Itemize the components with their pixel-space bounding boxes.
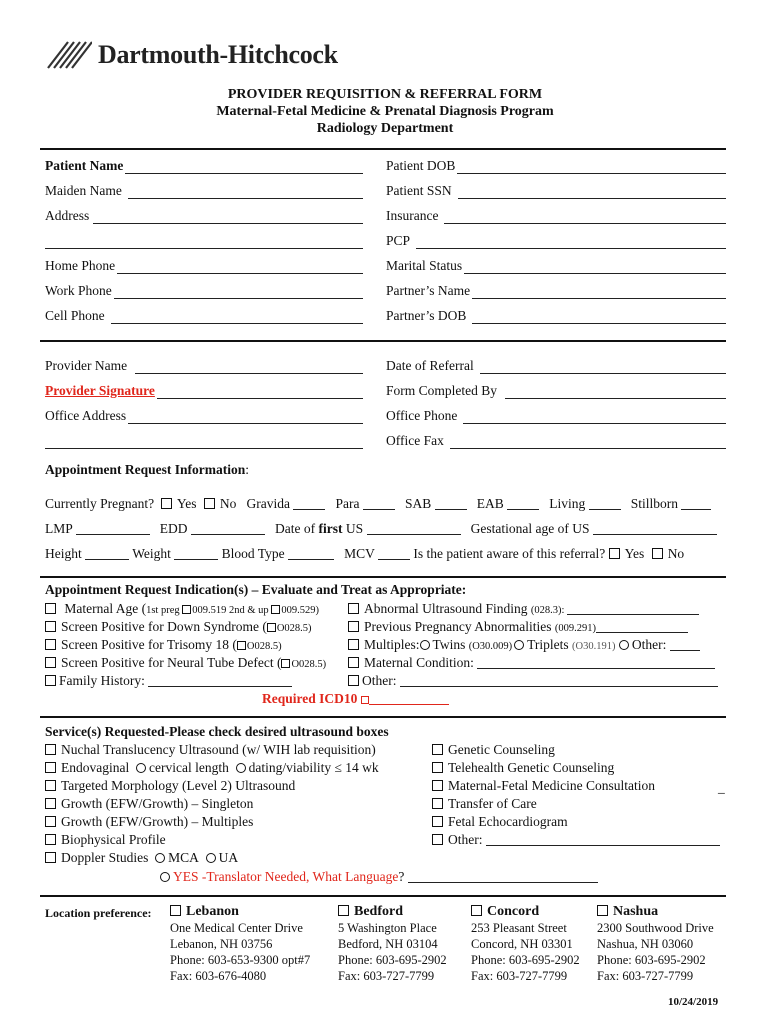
first-us-date-input[interactable]: [367, 522, 461, 535]
location-preference-label: Location preference:: [45, 906, 152, 920]
genetic-counseling-option[interactable]: Genetic Counseling: [432, 742, 555, 758]
form-date: 10/24/2019: [668, 996, 719, 1008]
transfer-of-care-option[interactable]: Transfer of Care: [432, 796, 537, 812]
height-input[interactable]: [85, 547, 129, 560]
second-preg-checkbox[interactable]: [271, 605, 280, 614]
first-preg-checkbox[interactable]: [182, 605, 191, 614]
trisomy-option[interactable]: Screen Positive for Trisomy 18 ( O028.5): [45, 637, 282, 653]
required-icd10: Required ICD10: [262, 691, 449, 707]
trisomy-checkbox[interactable]: [45, 639, 56, 650]
other-indication-option[interactable]: Other:: [348, 673, 718, 689]
other-service-input[interactable]: [486, 833, 720, 846]
abnormal-ultrasound-checkbox[interactable]: [348, 603, 359, 614]
aware-no-checkbox[interactable]: [652, 548, 663, 559]
icd10-checkbox[interactable]: [361, 696, 369, 704]
eab-input[interactable]: [507, 497, 539, 510]
endovaginal-option[interactable]: Endovaginal cervical length dating/viability ≤ 14 wk: [45, 760, 379, 776]
stillborn-input[interactable]: [681, 497, 711, 510]
office-fax-field[interactable]: Office Fax: [386, 431, 726, 449]
growth-singleton-option[interactable]: Growth (EFW/Growth) – Singleton: [45, 796, 253, 812]
lebanon-fax: Fax: 603-676-4080: [170, 969, 267, 983]
translator-option[interactable]: YES -Translator Needed, What Language?: [160, 869, 598, 885]
lmp-row: LMP EDD Date of first US Gestational age of US: [45, 521, 717, 537]
work-phone-field[interactable]: Work Phone: [45, 281, 363, 299]
indications-heading: Appointment Request Indication(s) – Evaluate and Treat as Appropriate:: [45, 582, 467, 597]
provider-signature-field[interactable]: Provider Signature: [45, 381, 363, 399]
other-multiples-input[interactable]: [670, 638, 700, 651]
nashua-city: Nashua, NH 03060: [597, 937, 694, 951]
concord-fax: Fax: 603-727-7799: [471, 969, 568, 983]
mfm-consultation-checkbox[interactable]: [432, 780, 443, 791]
translator-radio[interactable]: [160, 872, 170, 882]
pregnancy-row: Currently Pregnant? Yes No Gravida Para SAB EAB Living Stillborn: [45, 496, 711, 512]
office-phone-field[interactable]: Office Phone: [386, 406, 726, 424]
divider: [40, 148, 726, 150]
biophysical-option[interactable]: Biophysical Profile: [45, 832, 166, 848]
abnormal-ultrasound-option[interactable]: Abnormal Ultrasound Finding (028.3):: [348, 601, 699, 617]
marital-status-field[interactable]: Marital Status: [386, 256, 726, 274]
cervical-length-radio[interactable]: [136, 763, 146, 773]
program-title: Maternal-Fetal Medicine & Prenatal Diagnosis Program: [216, 104, 554, 119]
maternal-age-checkbox[interactable]: [45, 603, 56, 614]
lebanon-phone: Phone: 603-653-9300 opt#7: [170, 953, 311, 967]
twins-radio[interactable]: [420, 640, 430, 650]
address-line-2-field[interactable]: [45, 231, 363, 249]
pregnant-no-checkbox[interactable]: [204, 498, 215, 509]
nt-option[interactable]: Nuchal Translucency Ultrasound (w/ WIH lab requisition): [45, 742, 376, 758]
concord-address: 253 Pleasant Street: [471, 921, 567, 935]
growth-singleton-checkbox[interactable]: [45, 798, 56, 809]
doppler-checkbox[interactable]: [45, 852, 56, 863]
nashua-phone: Phone: 603-695-2902: [597, 953, 706, 967]
patient-name-field[interactable]: Patient Name: [45, 156, 363, 174]
trisomy-code-checkbox[interactable]: [237, 641, 246, 650]
para-input[interactable]: [363, 497, 395, 510]
doppler-option[interactable]: Doppler Studies MCA UA: [45, 850, 238, 866]
edd-input[interactable]: [191, 522, 265, 535]
nashua-address: 2300 Southwood Drive: [597, 921, 714, 935]
nashua-option[interactable]: Nashua: [597, 904, 714, 920]
abnormal-ultrasound-input[interactable]: [567, 602, 699, 615]
gestational-age-input[interactable]: [593, 522, 717, 535]
family-history-checkbox[interactable]: [45, 675, 56, 686]
biophysical-checkbox[interactable]: [45, 834, 56, 845]
bedford-phone: Phone: 603-695-2902: [338, 953, 447, 967]
maternal-age-option[interactable]: Maternal Age (1st preg 009.519 2nd & up 009.529): [45, 601, 319, 617]
concord-phone: Phone: 603-695-2902: [471, 953, 580, 967]
blood-type-input[interactable]: [288, 547, 334, 560]
endovaginal-checkbox[interactable]: [45, 762, 56, 773]
pregnant-yes-checkbox[interactable]: [161, 498, 172, 509]
family-history-option[interactable]: Family History:: [45, 673, 292, 689]
mca-radio[interactable]: [155, 853, 165, 863]
weight-input[interactable]: [174, 547, 218, 560]
mfm-consultation-option[interactable]: Maternal-Fetal Medicine Consultation: [432, 778, 655, 794]
living-input[interactable]: [589, 497, 621, 510]
maternal-condition-checkbox[interactable]: [348, 657, 359, 668]
dating-viability-radio[interactable]: [236, 763, 246, 773]
growth-multiples-option[interactable]: Growth (EFW/Growth) – Multiples: [45, 814, 253, 830]
dartmouth-hitchcock-logo: [46, 38, 338, 72]
neural-tube-option[interactable]: Screen Positive for Neural Tube Defect ( O028.5): [45, 655, 326, 671]
lebanon-option[interactable]: Lebanon: [170, 904, 310, 920]
maternal-condition-option[interactable]: Maternal Condition:: [348, 655, 715, 671]
aware-yes-checkbox[interactable]: [609, 548, 620, 559]
form-completed-by-field[interactable]: Form Completed By: [386, 381, 726, 399]
nt-checkbox[interactable]: [45, 744, 56, 755]
lebanon-address: One Medical Center Drive: [170, 921, 303, 935]
location-concord: [471, 904, 580, 984]
vitals-row: Height Weight Blood Type MCV Is the patient aware of this referral? Yes No: [45, 546, 685, 561]
transfer-of-care-checkbox[interactable]: [432, 798, 443, 809]
pcp-field[interactable]: PCP: [386, 231, 726, 249]
down-code-checkbox[interactable]: [267, 623, 276, 632]
telehealth-checkbox[interactable]: [432, 762, 443, 773]
mcv-input[interactable]: [378, 547, 410, 560]
divider: [40, 895, 726, 897]
partner-name-field[interactable]: Partner’s Name: [386, 281, 726, 299]
triplets-radio[interactable]: [514, 640, 524, 650]
ua-radio[interactable]: [206, 853, 216, 863]
insurance-field[interactable]: Insurance: [386, 206, 726, 224]
previous-pregnancy-input[interactable]: [596, 620, 688, 633]
patient-ssn-field[interactable]: Patient SSN: [386, 181, 726, 199]
department-title: Radiology Department: [316, 121, 454, 136]
home-phone-field[interactable]: Home Phone: [45, 256, 363, 274]
stripes-logo-icon: [46, 40, 92, 70]
down-syndrome-option[interactable]: Screen Positive for Down Syndrome ( O028.5): [45, 619, 312, 635]
partner-dob-field[interactable]: Partner’s DOB: [386, 306, 726, 324]
fetal-echo-option[interactable]: Fetal Echocardiogram: [432, 814, 568, 830]
other-indication-checkbox[interactable]: [348, 675, 359, 686]
gravida-input[interactable]: [293, 497, 325, 510]
bedford-fax: Fax: 603-727-7799: [338, 969, 435, 983]
targeted-morphology-option[interactable]: Targeted Morphology (Level 2) Ultrasound: [45, 778, 295, 794]
icd10-input[interactable]: [369, 692, 449, 705]
previous-pregnancy-option[interactable]: Previous Pregnancy Abnormalities (009.291): [348, 619, 688, 635]
lebanon-checkbox[interactable]: [170, 905, 181, 916]
cell-phone-field[interactable]: Cell Phone: [45, 306, 363, 324]
bedford-city: Bedford, NH 03104: [338, 937, 438, 951]
nashua-fax: Fax: 603-727-7799: [597, 969, 694, 983]
fetal-echo-checkbox[interactable]: [432, 816, 443, 827]
patient-dob-field[interactable]: Patient DOB: [386, 156, 726, 174]
multiples-option[interactable]: Multiples: Twins (O30.009) Triplets (O30.191) Other:: [348, 637, 700, 653]
concord-city: Concord, NH 03301: [471, 937, 573, 951]
telehealth-option[interactable]: Telehealth Genetic Counseling: [432, 760, 614, 776]
down-syndrome-checkbox[interactable]: [45, 621, 56, 632]
targeted-morphology-checkbox[interactable]: [45, 780, 56, 791]
concord-option[interactable]: Concord: [471, 904, 580, 920]
bedford-address: 5 Washington Place: [338, 921, 437, 935]
lmp-input[interactable]: [76, 522, 150, 535]
other-multiples-radio[interactable]: [619, 640, 629, 650]
genetic-counseling-checkbox[interactable]: [432, 744, 443, 755]
mfm-dash: _: [718, 780, 725, 795]
divider: [40, 340, 726, 342]
address-field[interactable]: Address: [45, 206, 363, 224]
maternal-condition-input[interactable]: [477, 656, 715, 669]
location-lebanon: [170, 904, 310, 984]
form-title: PROVIDER REQUISITION & REFERRAL FORM: [227, 87, 543, 102]
office-address-field[interactable]: Office Address: [45, 406, 363, 424]
previous-pregnancy-checkbox[interactable]: [348, 621, 359, 632]
other-indication-input[interactable]: [400, 674, 718, 687]
family-history-input[interactable]: [148, 674, 292, 687]
bedford-option[interactable]: Bedford: [338, 904, 447, 920]
nashua-checkbox[interactable]: [597, 905, 608, 916]
maiden-name-field[interactable]: Maiden Name: [45, 181, 363, 199]
growth-multiples-checkbox[interactable]: [45, 816, 56, 827]
provider-name-field[interactable]: Provider Name: [45, 356, 363, 374]
other-service-option[interactable]: Other:: [432, 832, 720, 848]
language-input[interactable]: [408, 870, 598, 883]
bedford-checkbox[interactable]: [338, 905, 349, 916]
office-address-line-2-field[interactable]: [45, 431, 363, 449]
neural-tube-checkbox[interactable]: [45, 657, 56, 668]
date-of-referral-field[interactable]: Date of Referral: [386, 356, 726, 374]
sab-input[interactable]: [435, 497, 467, 510]
lebanon-city: Lebanon, NH 03756: [170, 937, 273, 951]
location-nashua: [597, 904, 714, 984]
location-bedford: [338, 904, 447, 984]
services-heading: Service(s) Requested-Please check desired ultrasound boxes: [45, 724, 389, 739]
neural-code-checkbox[interactable]: [281, 659, 290, 668]
logo-text: Dartmouth-Hitchcock: [98, 40, 338, 69]
concord-checkbox[interactable]: [471, 905, 482, 916]
other-service-checkbox[interactable]: [432, 834, 443, 845]
divider: [40, 576, 726, 578]
multiples-checkbox[interactable]: [348, 639, 359, 650]
appointment-info-heading: Appointment Request Information:: [45, 462, 250, 477]
divider: [40, 716, 726, 718]
